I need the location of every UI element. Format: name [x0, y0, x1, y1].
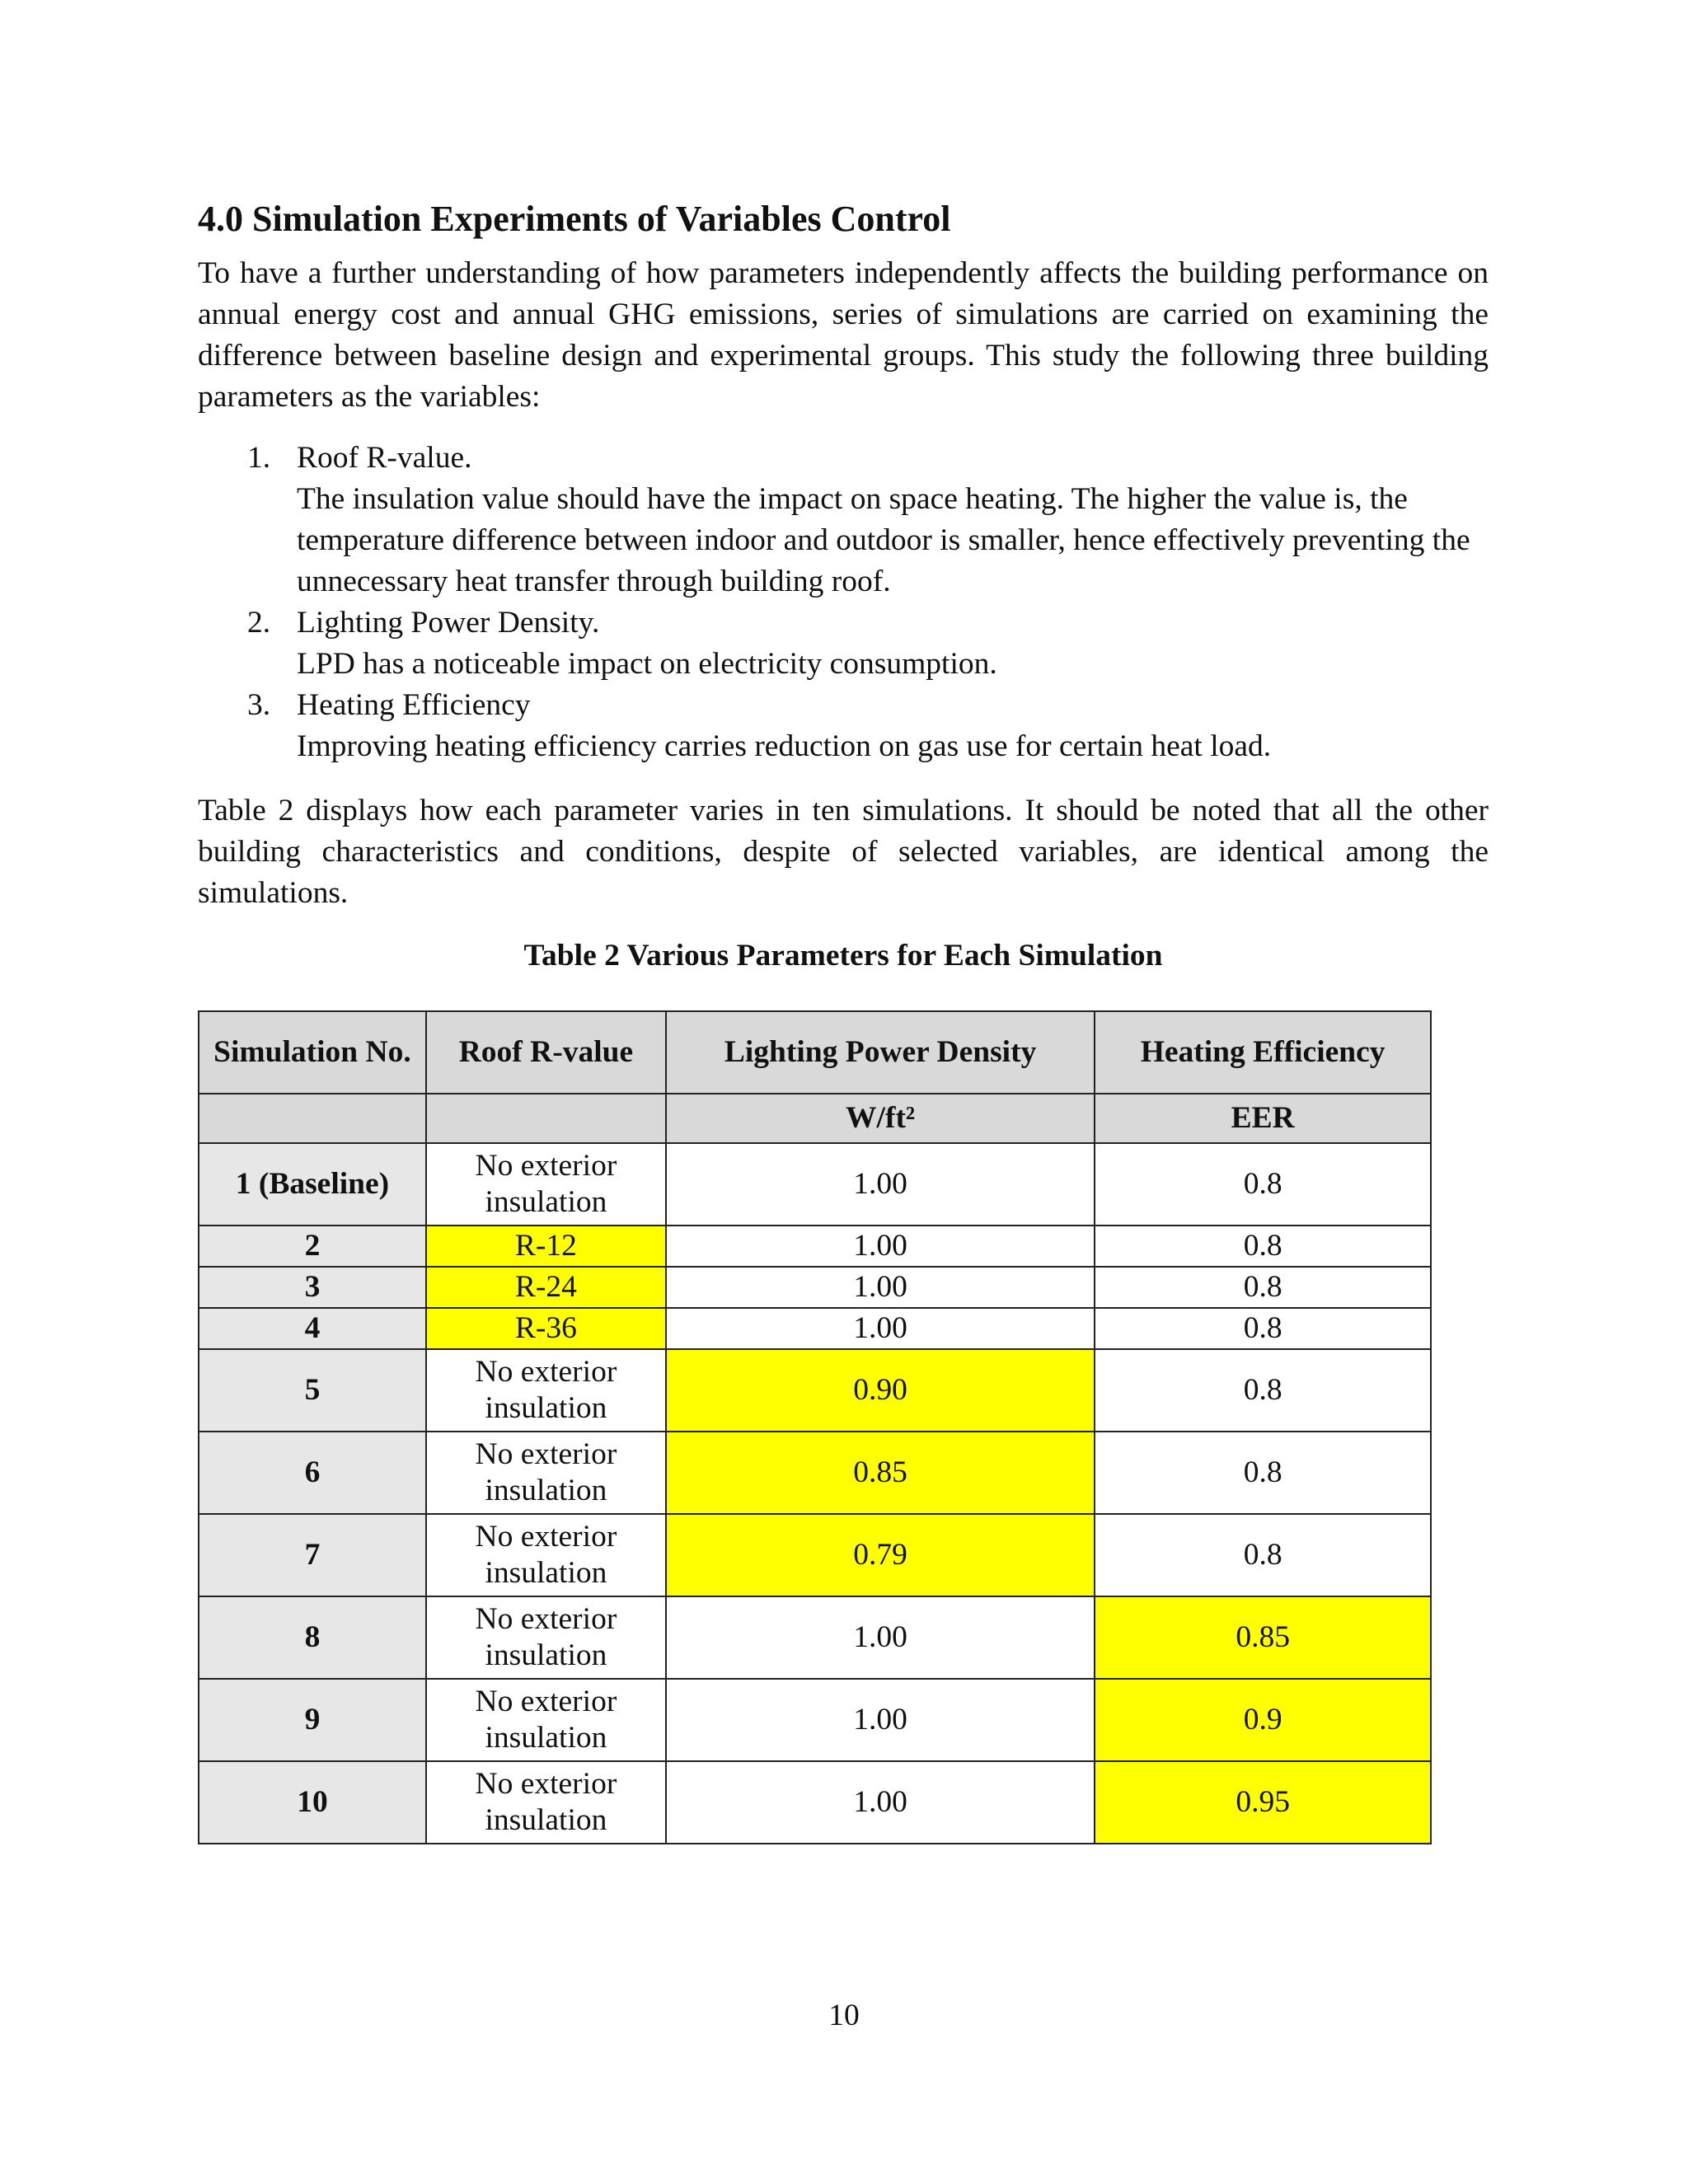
header-roof-r-value: Roof R-value	[426, 1011, 666, 1094]
list-item-title: Lighting Power Density.	[297, 605, 600, 640]
list-item	[198, 438, 1489, 602]
table-row	[199, 1349, 1431, 1432]
table-row	[199, 1308, 1431, 1349]
heating-efficiency-cell: 0.8	[1095, 1143, 1431, 1226]
table-units-row	[199, 1094, 1431, 1143]
heating-efficiency-cell: 0.95	[1095, 1761, 1431, 1844]
list-item-description: Improving heating efficiency carries reduction on gas use for certain heat load.	[297, 729, 1272, 763]
list-item-description: LPD has a noticeable impact on electricity consumption.	[297, 646, 997, 681]
table-caption: Table 2 Various Parameters for Each Simulation	[523, 938, 1163, 972]
section-heading: 4.0 Simulation Experiments of Variables Control	[198, 199, 951, 239]
roof-r-value-cell: No exterior insulation	[426, 1596, 666, 1679]
table-intro-paragraph: Table 2 displays how each parameter varies in ten simulations. It should be noted that all the other building characteristics and conditions, despite of selected variables, are identical among the simulations.	[198, 793, 1489, 910]
intro-paragraph: To have a further understanding of how parameters independently affects the building performance on annual energy cost and annual GHG emissions, series of simulations are carried on examining the difference between baseline design and experimental groups. This study the following three building parameters as the variables:	[198, 255, 1489, 414]
table-row	[199, 1761, 1431, 1844]
table-row	[199, 1143, 1431, 1226]
simulation-number: 1 (Baseline)	[199, 1143, 426, 1226]
table-row	[199, 1267, 1431, 1308]
simulation-number: 5	[199, 1349, 426, 1432]
heating-efficiency-cell: 0.8	[1095, 1349, 1431, 1432]
simulation-number: 8	[199, 1596, 426, 1679]
unit-cell	[426, 1094, 666, 1143]
heating-efficiency-cell: 0.85	[1095, 1596, 1431, 1679]
page-number: 10	[828, 1999, 860, 2032]
variable-list	[198, 438, 1489, 767]
page-content	[198, 198, 1489, 977]
lpd-cell: 0.90	[666, 1349, 1095, 1432]
heating-efficiency-cell: 0.8	[1095, 1308, 1431, 1349]
simulation-number: 9	[199, 1679, 426, 1761]
table-row	[199, 1432, 1431, 1514]
heating-efficiency-cell: 0.9	[1095, 1679, 1431, 1761]
roof-r-value-cell: R-12	[426, 1226, 666, 1267]
simulation-number: 3	[199, 1267, 426, 1308]
roof-r-value-cell: No exterior insulation	[426, 1143, 666, 1226]
table-header-row	[199, 1011, 1431, 1094]
simulation-number: 7	[199, 1514, 426, 1596]
lpd-cell: 0.79	[666, 1514, 1095, 1596]
lpd-cell: 0.85	[666, 1432, 1095, 1514]
list-item	[198, 602, 1489, 685]
roof-r-value-cell: No exterior insulation	[426, 1679, 666, 1761]
heating-efficiency-cell: 0.8	[1095, 1514, 1431, 1596]
header-heating-efficiency: Heating Efficiency	[1095, 1011, 1431, 1094]
roof-r-value-cell: No exterior insulation	[426, 1432, 666, 1514]
roof-r-value-cell: R-24	[426, 1267, 666, 1308]
lpd-cell: 1.00	[666, 1679, 1095, 1761]
table-row	[199, 1226, 1431, 1267]
lpd-cell: 1.00	[666, 1596, 1095, 1679]
lpd-cell: 1.00	[666, 1143, 1095, 1226]
unit-cell: W/ft²	[666, 1094, 1095, 1143]
unit-cell	[199, 1094, 426, 1143]
lpd-cell: 1.00	[666, 1267, 1095, 1308]
roof-r-value-cell: No exterior insulation	[426, 1514, 666, 1596]
simulation-number: 4	[199, 1308, 426, 1349]
simulation-number: 10	[199, 1761, 426, 1844]
roof-r-value-cell: No exterior insulation	[426, 1761, 666, 1844]
roof-r-value-cell: No exterior insulation	[426, 1349, 666, 1432]
parameters-table	[198, 1010, 1432, 1844]
list-item-title: Heating Efficiency	[297, 687, 531, 722]
list-item-description: The insulation value should have the impact on space heating. The higher the value is, the temperature difference between indoor and outdoor is smaller, hence effectively preventing the unnecessary heat transfer through building roof.	[297, 481, 1470, 598]
list-item-number: 1.	[247, 440, 271, 475]
header-lighting-power-density: Lighting Power Density	[666, 1011, 1095, 1094]
simulation-number: 2	[199, 1226, 426, 1267]
list-item-title: Roof R-value.	[297, 440, 472, 475]
table-row	[199, 1596, 1431, 1679]
heating-efficiency-cell: 0.8	[1095, 1267, 1431, 1308]
header-simulation-no: Simulation No.	[199, 1011, 426, 1094]
lpd-cell: 1.00	[666, 1761, 1095, 1844]
heating-efficiency-cell: 0.8	[1095, 1226, 1431, 1267]
list-item-number: 3.	[247, 687, 271, 722]
simulation-number: 6	[199, 1432, 426, 1514]
lpd-cell: 1.00	[666, 1308, 1095, 1349]
roof-r-value-cell: R-36	[426, 1308, 666, 1349]
unit-cell: EER	[1095, 1094, 1431, 1143]
heating-efficiency-cell: 0.8	[1095, 1432, 1431, 1514]
table-row	[199, 1679, 1431, 1761]
lpd-cell: 1.00	[666, 1226, 1095, 1267]
list-item	[198, 685, 1489, 767]
list-item-number: 2.	[247, 605, 271, 640]
table-row	[199, 1514, 1431, 1596]
